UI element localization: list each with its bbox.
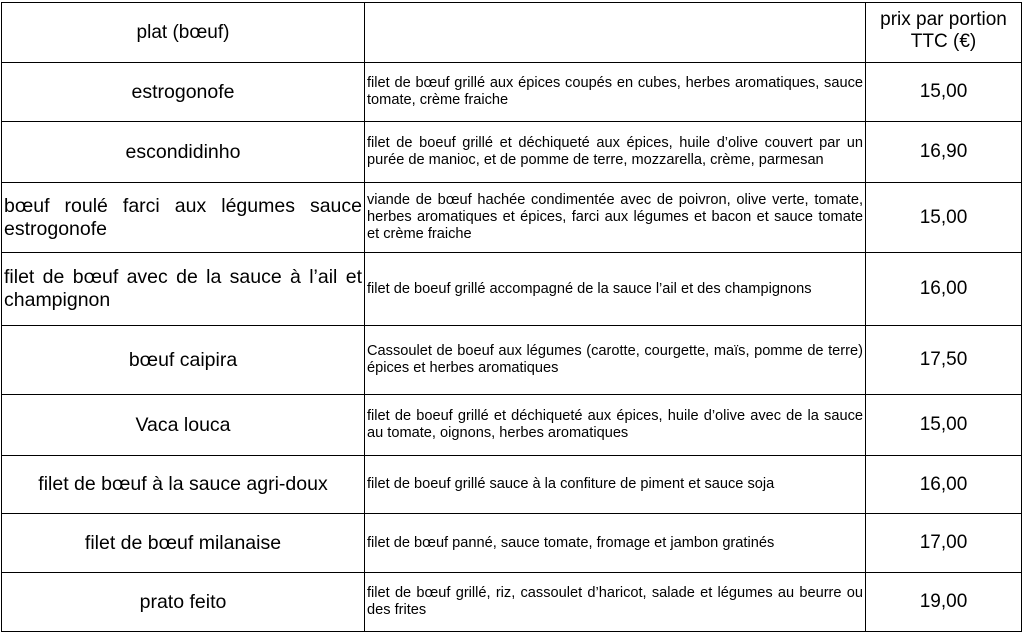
dish-header-cell[interactable]: plat (bœuf) (2, 3, 365, 63)
price-cell[interactable]: 16,00 (866, 253, 1022, 326)
description-header-cell[interactable] (365, 3, 866, 63)
dish-cell[interactable]: filet de bœuf milanaise (2, 514, 365, 573)
table-row (2, 326, 1022, 395)
dish-cell[interactable]: bœuf roulé farci aux légumes sauce estrogonofe (2, 183, 365, 253)
price-header-line1: prix par portion (880, 9, 1007, 30)
price-cell[interactable]: 15,00 (866, 395, 1022, 456)
price-cell[interactable]: 15,00 (866, 183, 1022, 253)
table-row (2, 253, 1022, 326)
table-row (2, 395, 1022, 456)
table-row (2, 514, 1022, 573)
price-cell[interactable]: 19,00 (866, 573, 1022, 632)
description-cell[interactable]: filet de boeuf grillé accompagné de la sauce l’ail et des champignons (365, 253, 866, 326)
description-cell[interactable]: Cassoulet de boeuf aux légumes (carotte, courgette, maïs, pomme de terre) épices et herbes aromatiques (365, 326, 866, 395)
table-row (2, 573, 1022, 632)
price-header-cell[interactable] (866, 3, 1022, 63)
price-cell[interactable]: 16,90 (866, 122, 1022, 183)
table-row (2, 456, 1022, 514)
dish-cell[interactable]: filet de bœuf avec de la sauce à l’ail et champignon (2, 253, 365, 326)
price-cell[interactable]: 17,00 (866, 514, 1022, 573)
dish-cell[interactable]: prato feito (2, 573, 365, 632)
description-cell[interactable]: filet de bœuf grillé, riz, cassoulet d’haricot, salade et légumes au beurre ou des frites (365, 573, 866, 632)
dish-cell[interactable]: bœuf caipira (2, 326, 365, 395)
description-cell[interactable]: viande de bœuf hachée condimentée avec de poivron, olive verte, tomate, herbes aromatiques et épices, farci aux légumes et bacon et sauce tomate et crème fraiche (365, 183, 866, 253)
description-cell[interactable]: filet de bœuf grillé aux épices coupés en cubes, herbes aromatiques, sauce tomate, crème fraiche (365, 63, 866, 122)
price-header-line2: TTC (€) (910, 31, 977, 52)
dish-cell[interactable]: filet de bœuf à la sauce agri-doux (2, 456, 365, 514)
dish-cell[interactable]: escondidinho (2, 122, 365, 183)
price-cell[interactable]: 16,00 (866, 456, 1022, 514)
price-cell[interactable]: 15,00 (866, 63, 1022, 122)
header-row (2, 3, 1022, 63)
dish-cell[interactable]: estrogonofe (2, 63, 365, 122)
price-cell[interactable]: 17,50 (866, 326, 1022, 395)
description-cell[interactable]: filet de boeuf grillé et déchiqueté aux épices, huile d’olive couvert par un purée de manioc, et de pomme de terre, mozzarella, crème, parmesan (365, 122, 866, 183)
description-cell[interactable]: filet de boeuf grillé et déchiqueté aux épices, huile d’olive avec de la sauce au tomate, oignons, herbes aromatiques (365, 395, 866, 456)
table-row (2, 122, 1022, 183)
description-cell[interactable]: filet de boeuf grillé sauce à la confiture de piment et sauce soja (365, 456, 866, 514)
beef-menu-table (1, 2, 1022, 632)
description-cell[interactable]: filet de bœuf panné, sauce tomate, fromage et jambon gratinés (365, 514, 866, 573)
table-row (2, 183, 1022, 253)
dish-cell[interactable]: Vaca louca (2, 395, 365, 456)
table-row (2, 63, 1022, 122)
